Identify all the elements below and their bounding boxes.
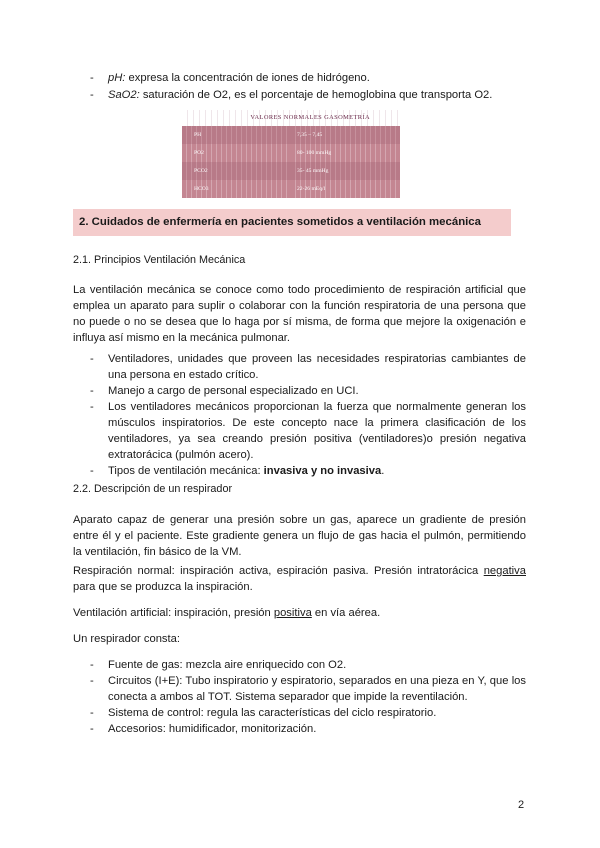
underlined-positive: positiva [273, 607, 312, 619]
table-cell-value: 7,35 – 7,45 [291, 126, 400, 144]
blood-gas-normal-values-table [182, 110, 400, 198]
definition-text: saturación de O2, es el porcentaje de hemoglobina que transporta O2. [139, 89, 493, 101]
subsection-title-respirator: 2.2. Descripción de un respirador [73, 483, 233, 495]
table-cell-param: PH [182, 126, 291, 144]
paragraph-text: en vía aérea. [311, 607, 381, 619]
table-cell-value: 80- 100 mmHg [291, 144, 400, 162]
list-item: - Accesorios: humidificador, monitorización. [90, 721, 526, 737]
principles-paragraph: La ventilación mecánica se conoce como todo procedimiento de respiración artificial que emplea un aparato para suplir o colaborar con la función respiratoria de una persona que no puede o no se desea que lo haga por sí misma, de forma que mejore la oxigenación e influya así mismo en la mecánica pulmonar. [73, 284, 526, 344]
principles-bullet-list [90, 351, 526, 479]
list-item [90, 87, 526, 104]
term-ph: pH: [108, 72, 126, 84]
intro-definition-list [90, 70, 526, 104]
table-row [182, 144, 400, 162]
list-item: - Fuente de gas: mezcla aire enriquecido con O2. [90, 657, 526, 673]
paragraph-text: Respiración normal: inspiración activa, espiración pasiva. Presión intratorácica [73, 565, 484, 577]
bullet-text: Tipos de ventilación mecánica: [108, 465, 264, 477]
list-item [90, 70, 526, 87]
normal-breathing-paragraph [73, 563, 526, 595]
list-item: - Ventiladores, unidades que proveen las necesidades respiratorias cambiantes de una persona en estado crítico. [90, 351, 526, 383]
subsection-title-principles: 2.1. Principios Ventilación Mecánica [73, 254, 246, 266]
table-cell-param: PCO2 [182, 162, 291, 180]
definition-text: expresa la concentración de iones de hidrógeno. [125, 72, 370, 84]
paragraph-text: para que se produzca la inspiración. [73, 581, 253, 593]
table-row [182, 180, 400, 198]
table-title: VALORES NORMALES GASOMETRÍA [182, 110, 400, 126]
table-row [182, 126, 400, 144]
term-sao2: SaO2: [108, 89, 140, 101]
underlined-negative: negativa [483, 565, 526, 577]
artificial-ventilation-paragraph [73, 605, 526, 621]
table-cell-value: 35- 45 mmHg [291, 162, 400, 180]
paragraph-text: Ventilación artificial: inspiración, presión [73, 607, 274, 619]
table-cell-param: HCO3 [182, 180, 291, 198]
list-item: - Circuitos (I+E): Tubo inspiratorio y espiratorio, separados en una pieza en Y, que los conecta a ambos al TOT. Sistema separador que impide la reventilación. [90, 673, 526, 705]
section-heading: 2. Cuidados de enfermería en pacientes sometidos a ventilación mecánica [73, 209, 511, 236]
list-item: - Los ventiladores mecánicos proporcionan la fuerza que normalmente generan los músculos inspiratorios. De este concepto nace la primera clasificación de los ventiladores, ya sea creando presión positiva (ventiladores)o presión negativa extratorácica (pulmón acero). [90, 399, 526, 463]
respirator-consists-intro: Un respirador consta: [73, 633, 180, 645]
list-item [90, 463, 526, 479]
respirator-paragraph: Aparato capaz de generar una presión sobre un gas, aparece un gradiente de presión entre él y el paciente. Este gradiente genera un flujo de gas hacia el pulmón, permitiendo la ventilación, fin básico de la VM. [73, 514, 526, 558]
list-item: - Sistema de control: regula las características del ciclo respiratorio. [90, 705, 526, 721]
list-item: - Manejo a cargo de personal especializado en UCI. [90, 383, 526, 399]
table-cell-value: 22-26 mEq/l [291, 180, 400, 198]
respirator-parts-list [90, 657, 526, 737]
bullet-text: . [381, 465, 385, 477]
page-number: 2 [518, 799, 525, 811]
table-row [182, 162, 400, 180]
table-cell-param: PO2 [182, 144, 291, 162]
ventilation-types-bold: invasiva y no invasiva [263, 465, 382, 477]
